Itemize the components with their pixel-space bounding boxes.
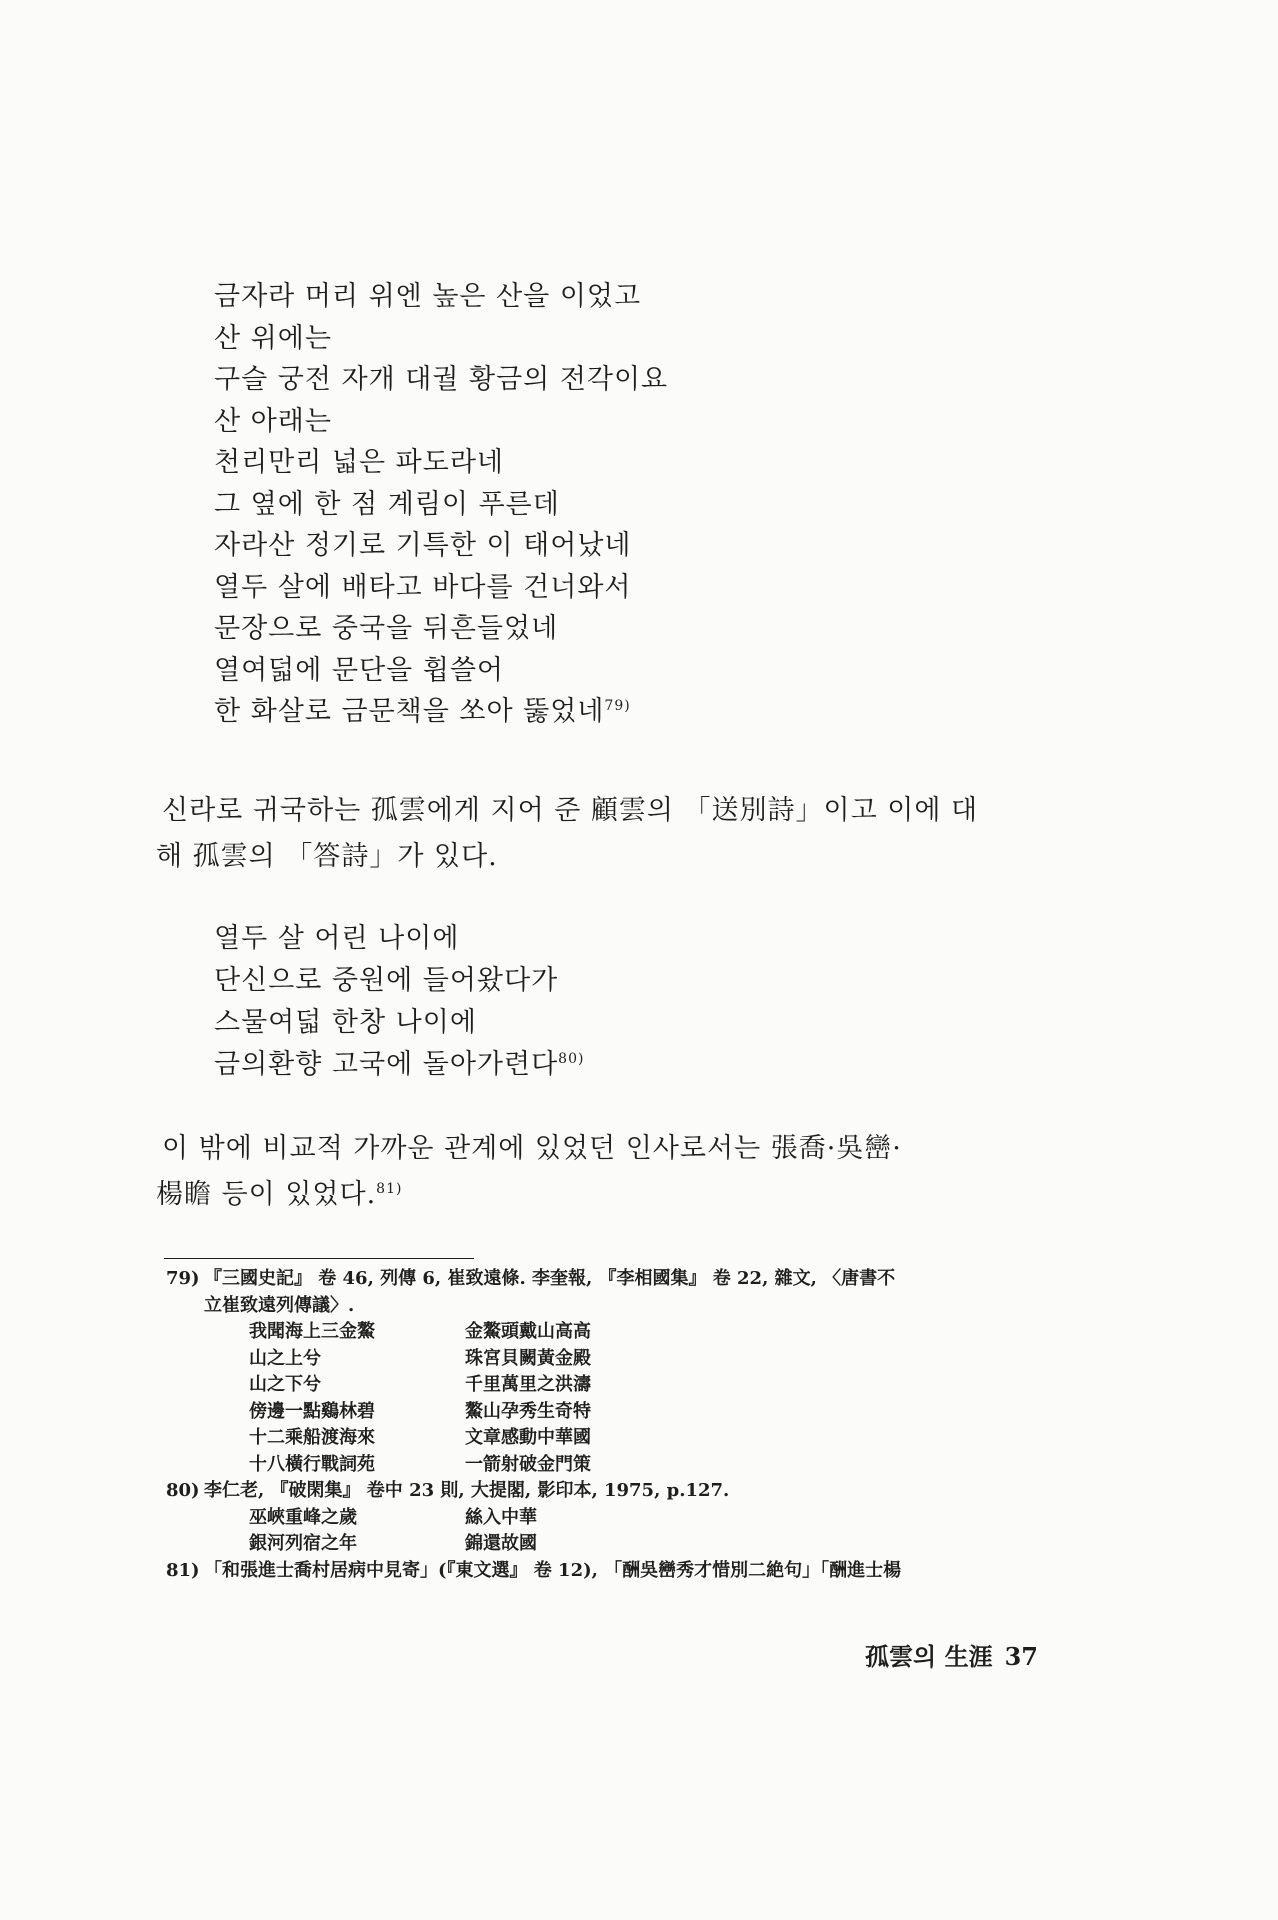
footnote-79 <box>166 1266 1066 1293</box>
couplet-right: 一箭射破金門策 <box>465 1453 591 1475</box>
couplet-left: 十二乘船渡海來 <box>249 1427 375 1448</box>
poem-line: 자라산 정기로 기특한 이 태어났네 <box>214 530 632 561</box>
couplet-left: 我聞海上三金鰲 <box>249 1321 375 1342</box>
poem-couplet <box>166 1399 1066 1426</box>
poem-line: 문장으로 중국을 뒤흔들었네 <box>214 613 559 644</box>
footnote-text: 立崔致遠列傳議〉. <box>204 1294 355 1316</box>
poem-one <box>214 276 668 733</box>
poem-couplet <box>166 1372 1066 1399</box>
footnote-ref-79: 79) <box>604 698 631 714</box>
paragraph-line <box>156 1172 1062 1218</box>
poem-line-text: 한 화살로 금문책을 쏘아 뚫었네 <box>214 696 605 727</box>
couplet-left: 山之下兮 <box>249 1374 321 1395</box>
running-title: 孤雲의 生涯 <box>865 1642 993 1671</box>
poem-line: 구슬 궁전 자개 대궐 황금의 전각이요 <box>214 364 669 395</box>
footnote-text: 『三國史記』 卷 46, 列傳 6, 崔致遠條. 李奎報, 『李相國集』 卷 22, 雜文, 〈唐書不 <box>204 1268 896 1289</box>
footnote-text: 李仁老, 『破閑集』 卷中 23 則, 大提閣, 影印本, 1975, p.127. <box>204 1480 730 1501</box>
paragraph-line: 이 밖에 비교적 가까운 관계에 있었던 인사로서는 張喬·吳巒· <box>162 1133 902 1164</box>
couplet-right: 千里萬里之洪濤 <box>465 1374 591 1395</box>
poem-line: 스물여덟 한창 나이에 <box>214 1007 477 1038</box>
poem-couplet <box>166 1319 1066 1346</box>
poem-line: 산 위에는 <box>214 322 332 354</box>
footnote-ref-80: 80) <box>558 1051 585 1067</box>
poem-couplet <box>166 1425 1066 1452</box>
couplet-left: 巫峽重峰之歲 <box>249 1506 357 1528</box>
poem-couplet <box>166 1452 1066 1479</box>
paragraph-line: 신라로 귀국하는 孤雲에게 지어 준 顧雲의 「送別詩」이고 이에 대 <box>162 795 979 826</box>
couplet-right: 鰲山孕秀生奇特 <box>465 1400 591 1422</box>
poem-line-text: 금의환향 고국에 돌아가련다 <box>214 1049 559 1080</box>
footnote-number: 81) <box>166 1559 200 1581</box>
poem-line: 산 아래는 <box>214 405 332 437</box>
footnote-79-poem <box>166 1319 1066 1478</box>
couplet-right: 錦還故國 <box>465 1533 537 1554</box>
poem-line: 열두 살에 배타고 바다를 건너와서 <box>214 571 632 603</box>
couplet-right: 絲入中華 <box>465 1506 537 1528</box>
couplet-left: 銀河列宿之年 <box>249 1533 357 1554</box>
footnote-divider <box>164 1258 474 1259</box>
poem-line: 열두 살 어린 나이에 <box>214 923 460 954</box>
poem-line: 그 옆에 한 점 계림이 푸른데 <box>214 488 560 520</box>
footnote-number: 80) <box>166 1480 200 1501</box>
paragraph-one <box>156 788 1062 880</box>
footnote-81 <box>166 1558 1066 1585</box>
poem-line: 천리만리 넓은 파도라네 <box>214 447 504 478</box>
poem-line <box>214 1044 584 1086</box>
poem-couplet <box>166 1505 1066 1532</box>
couplet-right: 文章感動中華國 <box>465 1427 591 1448</box>
poem-line: 열여덟에 문단을 휩쓸어 <box>214 654 504 686</box>
couplet-left: 十八橫行戰詞苑 <box>249 1453 375 1475</box>
poem-line: 금자라 머리 위엔 높은 산을 이었고 <box>214 281 642 312</box>
couplet-left: 傍邊一點鷄林碧 <box>249 1400 375 1422</box>
paragraph-two <box>156 1126 1062 1218</box>
page-number: 37 <box>1004 1642 1038 1671</box>
paragraph-line: 해 孤雲의 「答詩」가 있다. <box>156 841 498 872</box>
footnote-ref-81: 81) <box>376 1181 403 1197</box>
poem-line <box>214 691 668 733</box>
couplet-right: 珠宮貝闕黃金殿 <box>465 1347 591 1369</box>
poem-two <box>214 918 584 1086</box>
footnote-80 <box>166 1478 1066 1505</box>
paragraph-line-text: 楊瞻 등이 있었다. <box>156 1179 377 1210</box>
footnotes <box>166 1266 1066 1584</box>
couplet-left: 山之上兮 <box>249 1347 321 1369</box>
footnote-number: 79) <box>166 1268 200 1289</box>
poem-line: 단신으로 중원에 들어왔다가 <box>214 965 559 996</box>
footnote-80-poem <box>166 1505 1066 1558</box>
couplet-right: 金鰲頭戴山高高 <box>465 1321 591 1342</box>
poem-couplet <box>166 1531 1066 1558</box>
running-footer <box>865 1637 1038 1672</box>
poem-couplet <box>166 1346 1066 1373</box>
footnote-text: 「和張進士喬村居病中見寄」(『東文選』 卷 12), 「酬吳巒秀才惜別二絶句」「酬進士楊 <box>204 1559 902 1581</box>
